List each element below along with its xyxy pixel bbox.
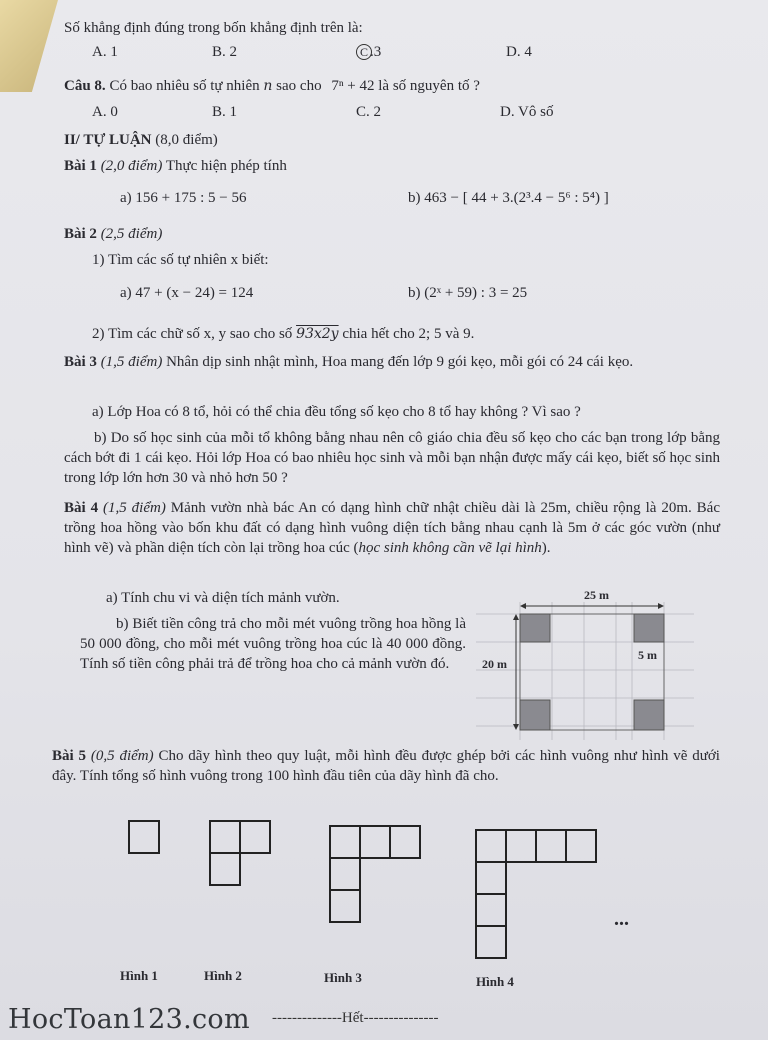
pattern-figure-4: [472, 826, 600, 966]
caption-figure-3: Hình 3: [324, 970, 362, 985]
site-watermark: HocToan123.com: [8, 1004, 250, 1035]
paper-corner-decoration: [0, 0, 58, 92]
bai2-part1-a: a) 47 + (x − 24) = 124: [120, 285, 254, 301]
bai1-part-a: a) 156 + 175 : 5 − 56: [120, 190, 247, 206]
q8-option-c: C. 2: [356, 104, 382, 120]
garden-length-label: 25 m: [584, 588, 609, 602]
garden-width-label: 20 m: [482, 657, 507, 671]
q8-option-b: B. 1: [212, 104, 238, 120]
bai2-part1-b: b) (2ˣ + 59) : 3 = 25: [408, 285, 528, 301]
bai3-part-a: a) Lớp Hoa có 8 tổ, hỏi có thể chia đều tổng số kẹo cho 8 tổ hay không ? Vì sao ?: [92, 404, 581, 420]
caption-figure-4: Hình 4: [476, 974, 514, 989]
circled-answer-mark: C: [356, 44, 372, 60]
rose-plot-br: [634, 700, 664, 730]
pattern-figure-2: [206, 818, 274, 890]
bai2-heading: Bài 2 (2,5 điểm): [64, 226, 163, 242]
bai1-part-b: b) 463 − [ 44 + 3.(2³.4 − 5⁶ : 5⁴) ]: [408, 190, 609, 206]
bai4-part-b: b) Biết tiền công trả cho mỗi mét vuông trồng hoa hồng là 50 000 đồng, cho mỗi mét vuông trồng hoa cúc là 40 000 đồng. Tính số tiền công phải trả để trồng hoa cho cả mảnh vườn đó.: [80, 616, 466, 672]
bai2-part1: 1) Tìm các số tự nhiên x biết:: [92, 252, 269, 268]
sequence-ellipsis: ...: [614, 908, 629, 930]
q8-option-a: A. 0: [92, 104, 118, 120]
q7-stem: Số khẳng định đúng trong bốn khẳng định trên là:: [64, 20, 363, 36]
bai4-intro: Bài 4 (1,5 điểm) Mảnh vườn nhà bác An có dạng hình chữ nhật chiều dài là 25m, chiều rộng là 20m. Bác trồng hoa hồng vào bốn khu đất có dạng hình vuông diện tích bằng nhau cạnh là 5m ở các góc vườn (như hình vẽ) và phần diện tích còn lại trồng hoa cúc (học sinh không cần vẽ lại hình).: [64, 500, 720, 556]
rose-plot-tl: [520, 614, 550, 642]
bai1-heading: Bài 1 (2,0 điểm) Thực hiện phép tính: [64, 158, 287, 174]
bai3-part-b: b) Do số học sinh của mỗi tổ không bằng nhau nên cô giáo chia đều số kẹo cho các bạn trong lớp bằng cách bớt đi 1 cái kẹo. Hỏi lớp Hoa có bao nhiêu học sinh và mỗi bạn nhận được mấy cái kẹo, biết số học sinh trong lớp lớn hơn 30 và nhỏ hơn 50 ?: [64, 430, 720, 486]
section-title: II/ TỰ LUẬN (8,0 điểm): [64, 132, 218, 148]
garden-diagram: [476, 584, 696, 740]
pattern-figure-3: [326, 822, 424, 926]
caption-figure-1: Hình 1: [120, 968, 158, 983]
q7-option-c-value: .3: [370, 44, 382, 60]
pattern-figure-1: [126, 818, 162, 858]
bai4-part-a: a) Tính chu vi và diện tích mảnh vườn.: [106, 590, 340, 606]
q8-option-d: D. Vô số: [500, 104, 554, 120]
q7-option-d: D. 4: [506, 44, 532, 60]
q7-option-b: B. 2: [212, 44, 238, 60]
bai2-part2: 2) Tìm các chữ số x, y sao cho số 93x2y chia hết cho 2; 5 và 9.: [92, 326, 475, 342]
q7-option-a: A. 1: [92, 44, 118, 60]
q8-stem: Câu 8. Có bao nhiêu số tự nhiên n sao cho 7ⁿ + 42 là số nguyên tố ?: [64, 78, 480, 94]
rose-plot-bl: [520, 700, 550, 730]
caption-figure-2: Hình 2: [204, 968, 242, 983]
rose-plot-tr: [634, 614, 664, 642]
bai5-text: Bài 5 (0,5 điểm) Cho dãy hình theo quy luật, mỗi hình đều được ghép bởi các hình vuông như hình vẽ dưới đây. Tính tổng số hình vuông trong 100 hình đầu tiên của dãy hình đã cho.: [52, 748, 720, 784]
rose-side-label: 5 m: [638, 648, 657, 662]
end-marker: --------------Hết---------------: [272, 1010, 439, 1026]
bai3-intro: Bài 3 (1,5 điểm) Nhân dịp sinh nhật mình, Hoa mang đến lớp 9 gói kẹo, mỗi gói có 24 cái kẹo.: [64, 354, 634, 370]
